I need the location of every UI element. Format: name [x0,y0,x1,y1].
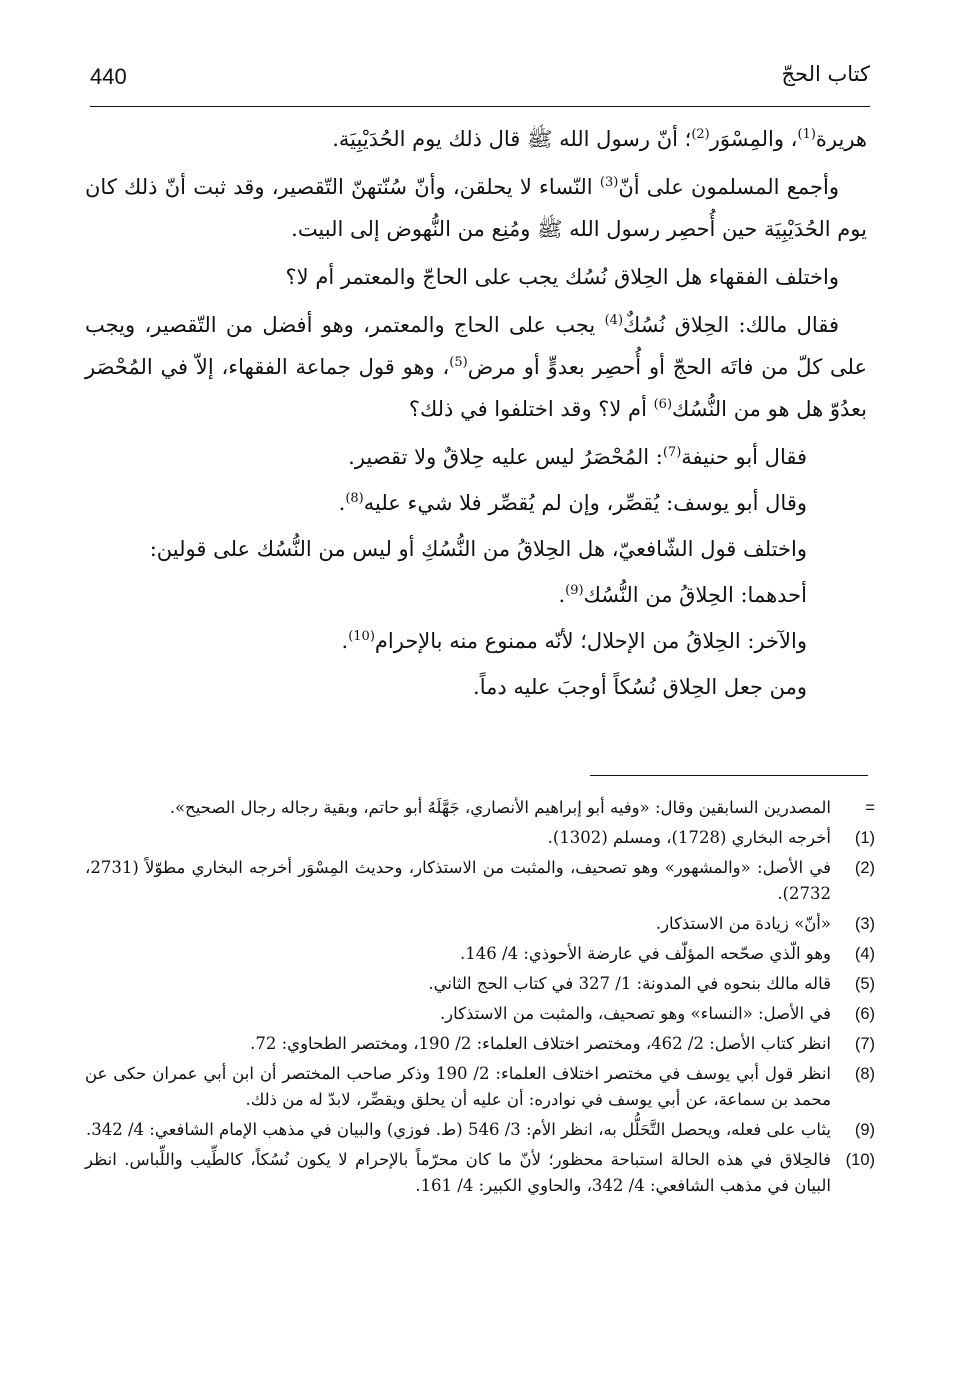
paragraph-6: وقال أبو يوسف: يُقصِّر، وإن لم يُقصِّر فلا شيء عليه$^{(8)}$. [338,491,807,515]
footnote-ref-4: (4) [604,313,624,328]
footnote-separator [590,775,868,776]
paragraph-9: والآخر: الحِلاقُ من الإحلال؛ لأنّه ممنوع منه بالإحرام$^{(10)}$. [341,629,807,653]
running-title: كتاب الحجّ [781,62,870,86]
page-number: 440 [90,64,127,89]
footnote-ref-3: (3) [599,175,619,190]
footnote-10: (10) فالحِلاق في هذه الحالة استباحة محظور؛ لأنّ ما كان محرّماً بالإحرام لا يكون نُسُكاً، كالطِّيب واللِّباس. انظر البيان في مذهب الشافعي: 4/ 342، والحاوي الكبير: 4/ 161. [85,1150,875,1195]
paragraph-10: ومن جعل الحِلاق نُسُكاً أوجبَ عليه دماً. [473,675,807,699]
footnotes [85,795,875,1203]
paragraph-7: واختلف قول الشّافعيّ، هل الحِلاقُ من النُّسُكِ أو ليس من النُّسُك على قولين: [149,537,807,561]
main-text [85,118,867,712]
footnote-ref-8: (8) [345,491,364,506]
paragraph-5: فقال أبو حنيفة$^{(7)}$: المُحْصَرُ ليس عليه حِلاقٌ ولا تقصير. [348,445,807,469]
footnote-6: (6) في الأصل: «النساء» وهو تصحيف، والمثبت من الاستذكار. [439,1004,875,1023]
footnote-1: (1) أخرجه البخاري (1728)، ومسلم (1302). [547,828,875,847]
footnote-7: (7) انظر كتاب الأصل: 2/ 462، ومختصر اختلاف العلماء: 2/ 190، ومختصر الطحاوي: 72. [250,1034,875,1053]
footnote-continued: = المصدرين السابقين وقال: «وفيه أبو إبراهيم الأنصاري، جَهَّلَهُ أبو حاتم، وبقية رجاله رجال الصحيح». [169,798,875,817]
footnote-4: (4) وهو الّذي صحّحه المؤلّف في عارضة الأحوذي: 4/ 146. [460,944,875,963]
footnote-ref-10: (10) [348,629,375,644]
footnote-9: (9) يثاب على فعله، ويحصل التَّحَلُّل به، انظر الأم: 3/ 546 (ط. فوزي) والبيان في مذهب الإمام الشافعي: 4/ 342. [85,1120,875,1139]
paragraph-2: وأجمع المسلمون على أنّ$^{(3)}$ النّساء لا يحلقن، وأنّ سُنّتهنّ التّقصير، وقد ثبت أنّ ذلك كان يوم الحُدَيْبِيَة حين أُحصِر رسول الله ﷺ ومُنِع من النُّهوض إلى البيت. [85,175,867,241]
footnote-ref-7: (7) [662,445,682,460]
paragraph-1: هريرة$^{(1)}$، والمِسْوَر$^{(2)}$؛ أنّ رسول الله ﷺ قال ذلك يوم الحُدَيْبِيَة. [332,127,867,151]
footnote-ref-1: (1) [797,127,816,142]
header-rule [90,106,870,107]
footnote-ref-9: (9) [565,583,584,598]
footnote-5: (5) قاله مالك بنحوه في المدونة: 1/ 327 في كتاب الحج الثاني. [428,974,875,993]
paragraph-8: أحدهما: الحِلاقُ من النُّسُك$^{(9)}$. [558,583,807,607]
paragraph-4: فقال مالك: الحِلاق نُسُكٌ$^{(4)}$ يجب على الحاج والمعتمر، وهو أفضل من التّقصير، ويجب على كلّ من فاتَه الحجّ أو أُحصِر بعدوٍّ أو مرض$^{(5)}$، وهو قول جماعة الفقهاء، إلاّ في المُحْصَر بعدُوّ هل هو من النُّسُك$^{(6)}$ أم لا؟ وقد اختلفوا في ذلك؟ [85,313,867,421]
footnote-ref-5: (5) [449,355,468,370]
footnote-2: (2) في الأصل: «والمشهور» وهو تصحيف، والمثبت من الاستذكار، وحديث المِسْوَر أخرجه البخاري مطوّلاً (2731، 2732). [85,858,875,903]
paragraph-3: واختلف الفقهاء هل الحِلاق نُسُك يجب على الحاجّ والمعتمر أم لا؟ [285,265,839,289]
footnote-8: (8) انظر قول أبي يوسف في مختصر اختلاف العلماء: 2/ 190 وذكر صاحب المختصر أن ابن أبي عمران حكى عن محمد بن سماعة، عن أبي يوسف في نوادره: أن عليه أن يحلق ويقصِّر، لابدّ له من ذلك. [85,1064,875,1109]
footnote-3: (3) «أنّ» زيادة من الاستذكار. [655,914,875,933]
page-header [90,60,870,96]
footnote-ref-2: (2) [691,127,710,142]
footnote-ref-6: (6) [653,397,673,412]
